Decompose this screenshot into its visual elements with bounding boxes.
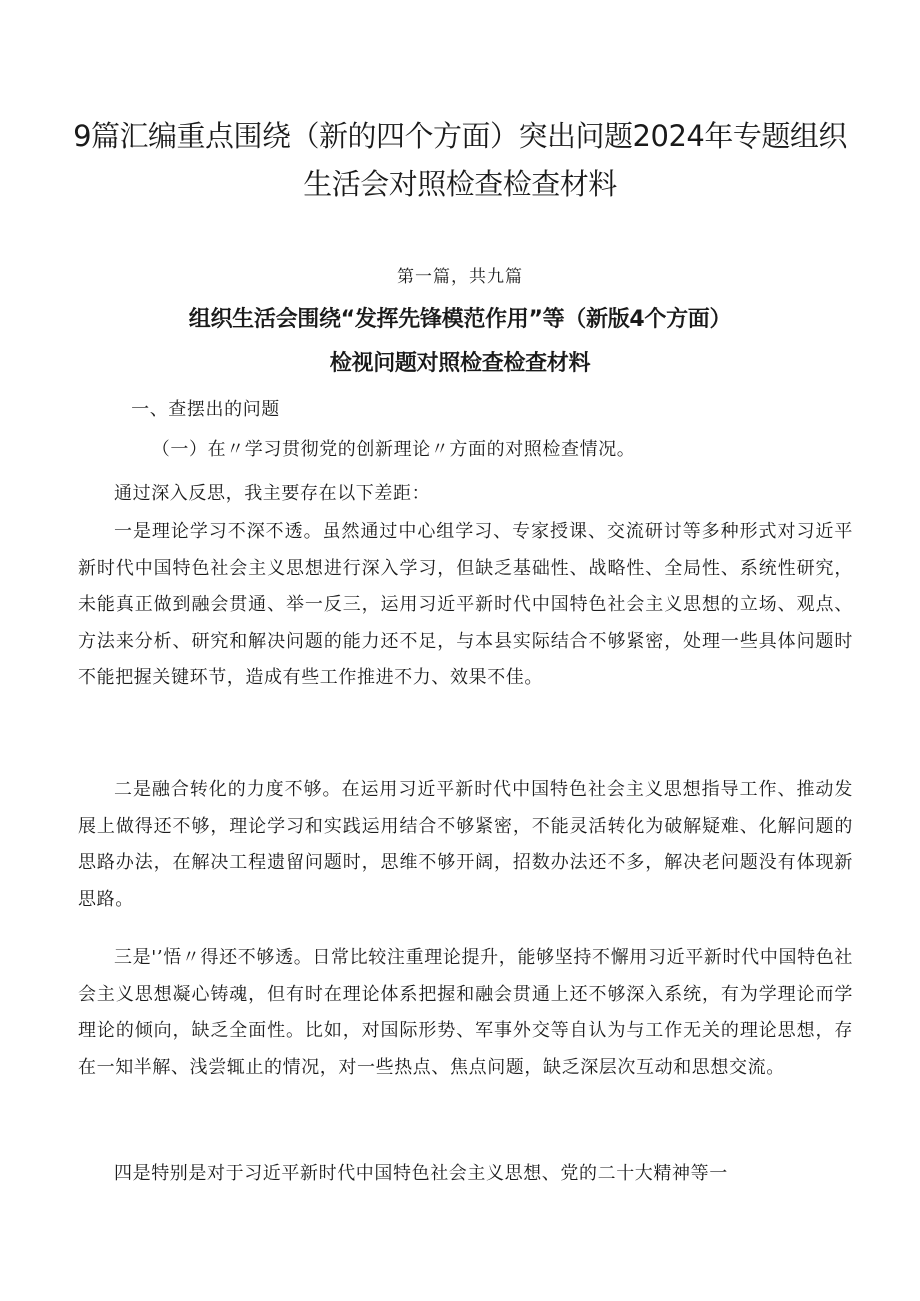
subsection-heading: （一）在〃学习贯彻党的创新理论〃方面的对照检查情况。 (151, 439, 636, 460)
paragraph-point-4: 四是特别是对于习近平新时代中国特色社会主义思想、党的二十大精神等一 (114, 1163, 728, 1184)
chapter-label: 第一篇，共九篇 (397, 267, 523, 287)
section-heading: 一、查摆出的问题 (131, 399, 280, 420)
document-title: 9篇汇编重点围绕（新的四个方面）突出问题2024年专题组织生活会对照检查检查材料 (73, 119, 847, 201)
paragraph-intro: 通过深入反思，我主要存在以下差距： (114, 483, 431, 504)
paragraph-point-3: 三是'’悟〃得还不够透。日常比较注重理论提升，能够坚持不懈用习近平新时代中国特色社会主义思想凝心铸魂，但有时在理论体系把握和融会贯通上还不够深入系统，有为学理论而学理论的倾向，缺乏全面性。比如，对国际形势、军事外交等自认为与工作无关的理论思想，存在一知半解、浅尝辄止的情况，对一些热点、焦点问题，缺乏深层次互动和思想交流。 (78, 947, 853, 1078)
paragraph-point-2: 二是融合转化的力度不够。在运用习近平新时代中国特色社会主义思想指导工作、推动发展上做得还不够，理论学习和实践运用结合不够紧密，不能灵活转化为破解疑难、化解问题的思路办法，在解决工程遗留问题时，思维不够开阔，招数办法还不多，解决老问题没有体现新思路。 (78, 779, 853, 910)
paragraph-point-1: 一是理论学习不深不透。虽然通过中心组学习、专家授课、交流研讨等多种形式对习近平新时代中国特色社会主义思想进行深入学习，但缺乏基础性、战略性、全局性、系统性研究，未能真正做到融会贯通、举一反三，运用习近平新时代中国特色社会主义思想的立场、观点、方法来分析、研究和解决问题的能力还不足，与本县实际结合不够紧密，处理一些具体问题时不能把握关键环节，造成有些工作推进不力、效果不佳。 (78, 521, 853, 688)
section-title-line-2: 检视问题对照检查检查材料 (329, 351, 591, 376)
section-title-line-1: 组织生活会围绕“发挥先锋模范作用”等（新版4个方面） (188, 307, 732, 332)
